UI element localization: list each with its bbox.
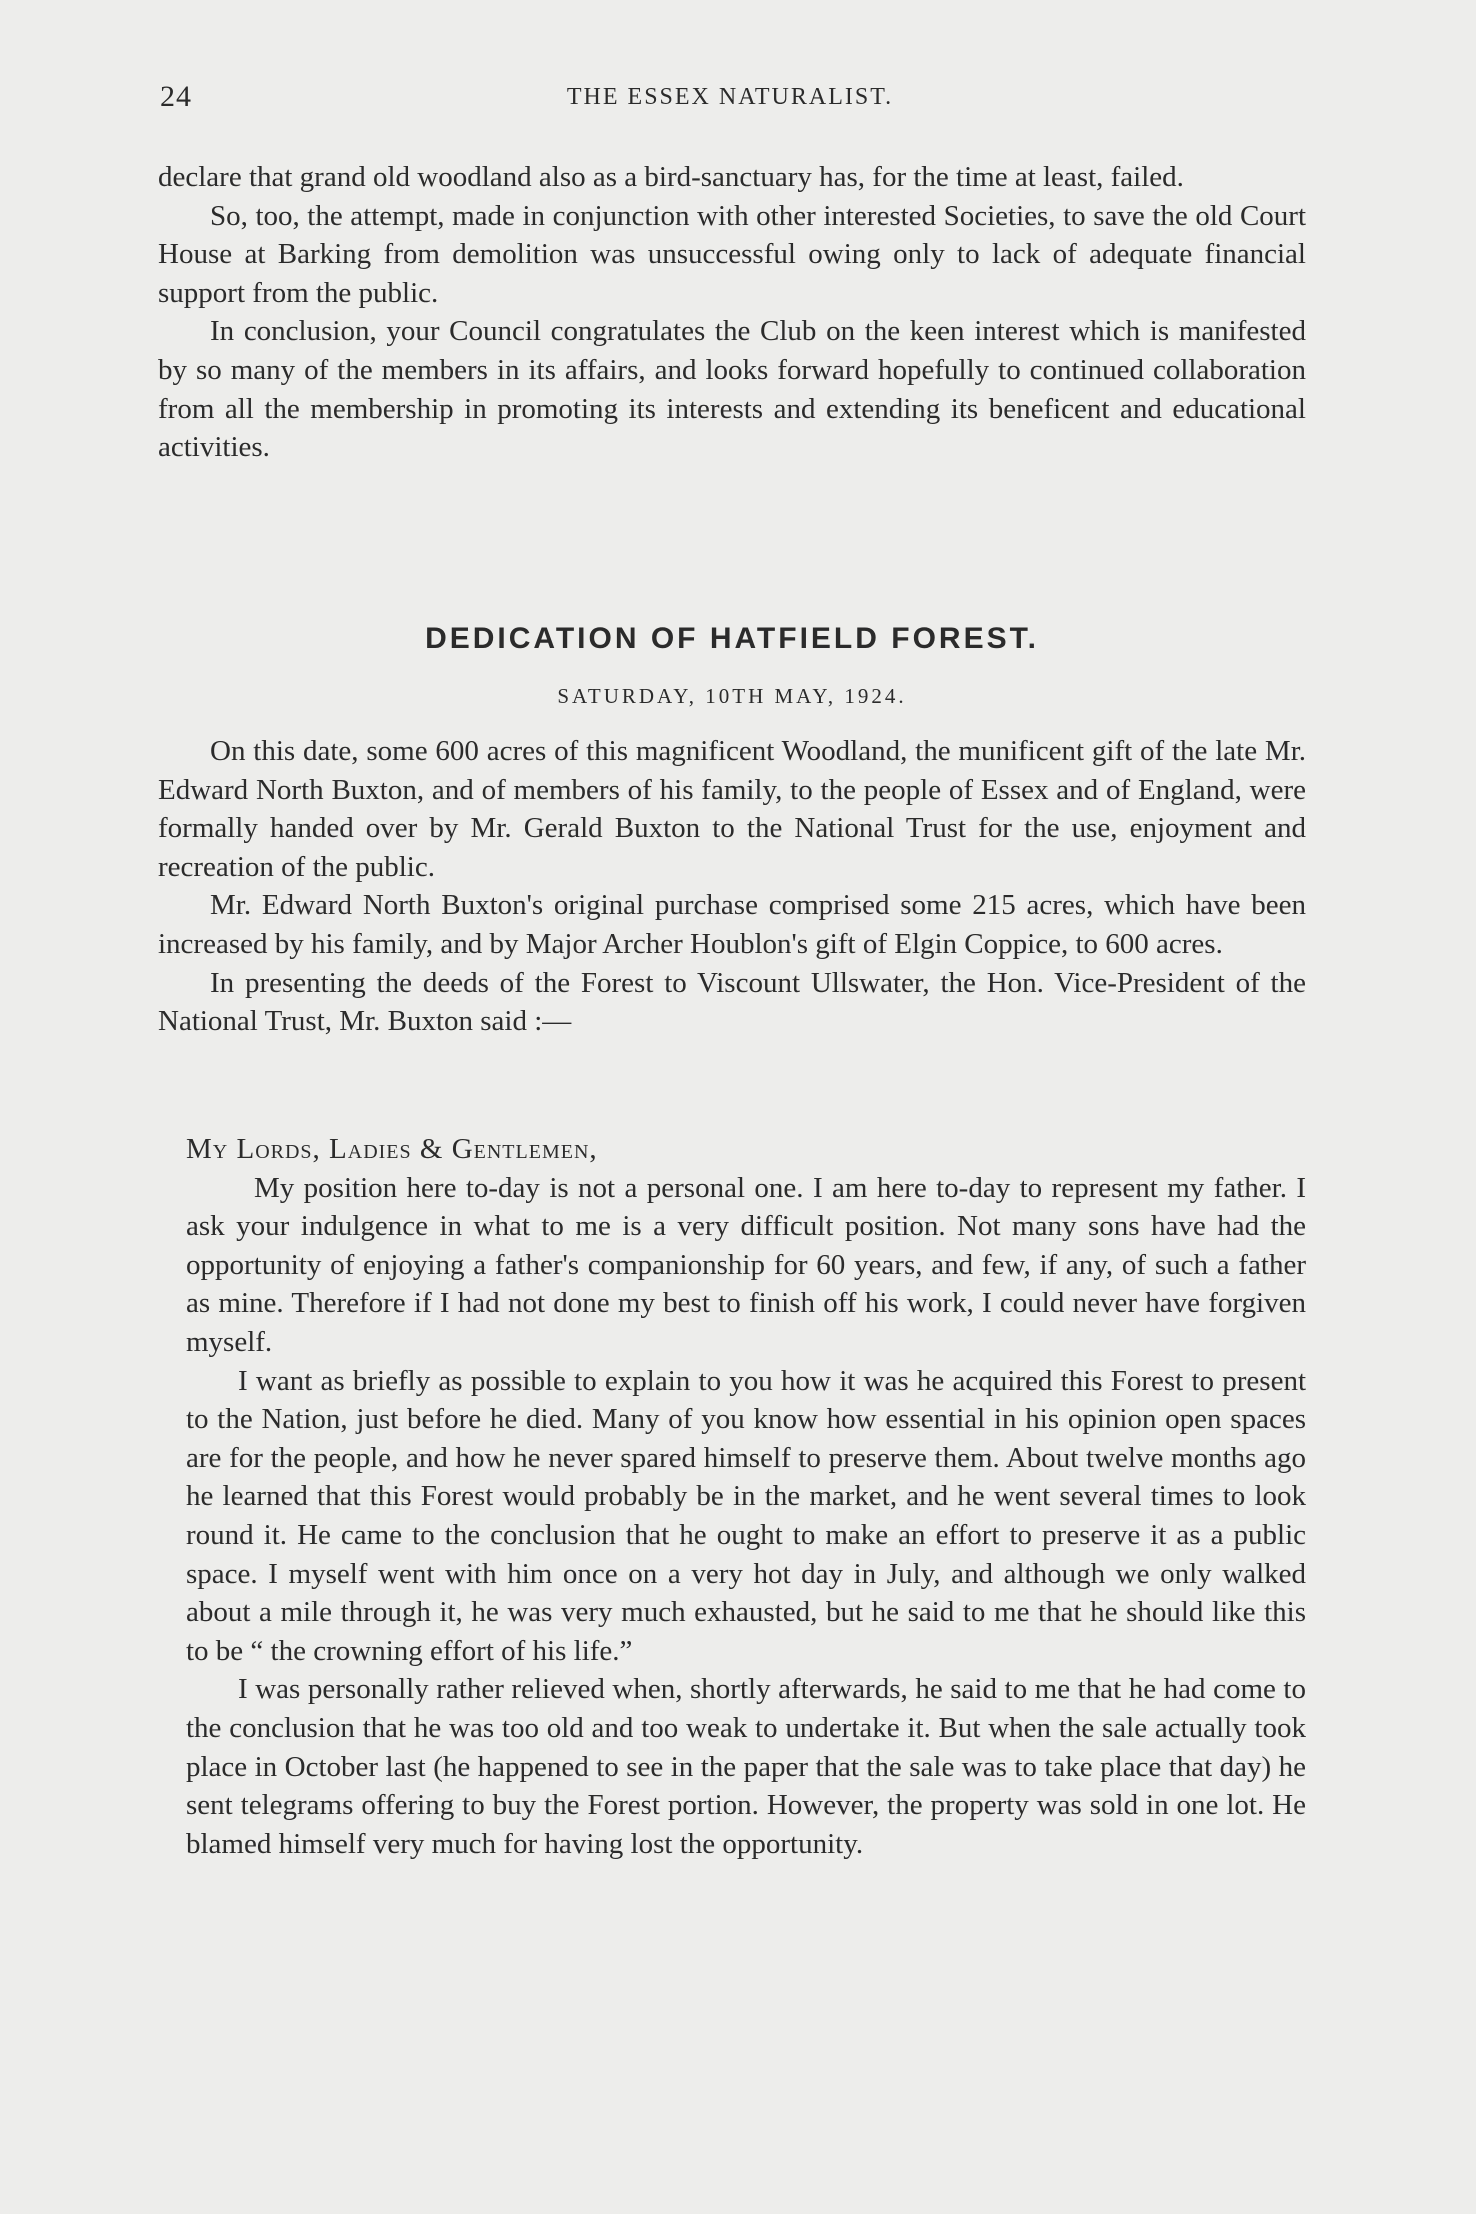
- speech-paragraph: My position here to-day is not a personal one. I am here to-day to represent my father. I ask your indulgence in what to me is a very difficult position. Not many sons have had the opportunity of enjoying a father's companionship for 60 years, and few, if any, of such a father as mine. Therefore if I had not done my best to finish off his work, I could never have forgiven myself.: [186, 1171, 1306, 1358]
- paragraph: In conclusion, your Council congratulates the Club on the keen interest which is manifested by so many of the members in its affairs, and looks forward hopefully to continued collaboration from all the membership in promoting its interests and extending its beneficent and educational activities.: [158, 315, 1306, 464]
- speech-paragraph: I was personally rather relieved when, shortly afterwards, he said to me that he had come to the conclusion that he was too old and too weak to undertake it. But when the sale actually took place in October last (he happened to see in the paper that the sale was to take place that day) he sent telegrams offering to buy the Forest portion. However, the property was sold in one lot. He blamed himself very much for having lost the opportunity.: [186, 1673, 1306, 1860]
- section-text-block: [158, 732, 1306, 1041]
- page-number: 24: [160, 80, 192, 113]
- paragraph: Mr. Edward North Buxton's original purchase comprised some 215 acres, which have been increased by his family, and by Major Archer Houblon's gift of Elgin Coppice, to 600 acres.: [158, 889, 1306, 960]
- speech-paragraph: I want as briefly as possible to explain to you how it was he acquired this Forest to present to the Nation, just before he died. Many of you know how essential in his opinion open spaces are for the people, and how he never spared himself to preserve them. About twelve months ago he learned that this Forest would probably be in the market, and he went several times to look round it. He came to the conclusion that he ought to make an effort to preserve it as a public space. I myself went with him once on a very hot day in July, and although we only walked about a mile through it, he was very much exhausted, but he said to me that he should like this to be “ the crowning effort of his life.”: [186, 1364, 1306, 1667]
- paragraph: declare that grand old woodland also as a bird-sanctuary has, for the time at least, failed.: [158, 161, 1184, 193]
- running-head: THE ESSEX NATURALIST.: [566, 84, 894, 110]
- paragraph: So, too, the attempt, made in conjunction with other interested Societies, to save the old Court House at Barking from demolition was unsuccessful owing only to lack of adequate financial support from the public.: [158, 199, 1306, 309]
- section-date: SATURDAY, 10TH MAY, 1924.: [557, 684, 907, 708]
- intro-text-block: [158, 158, 1306, 467]
- paragraph: In presenting the deeds of the Forest to Viscount Ullswater, the Hon. Vice-President of the National Trust, Mr. Buxton said :—: [158, 966, 1306, 1038]
- page-header: [160, 80, 1310, 120]
- paragraph: On this date, some 600 acres of this magnificent Woodland, the munificent gift of the late Mr. Edward North Buxton, and of members of his family, to the people of Essex and of England, were formally handed over by Mr. Gerald Buxton to the National Trust for the use, enjoyment and recreation of the public.: [158, 735, 1306, 883]
- speech-block: [158, 1130, 1306, 1863]
- section-title: DEDICATION OF HATFIELD FOREST.: [425, 622, 1039, 655]
- speech-salutation: My Lords, Ladies & Gentlemen,: [186, 1133, 598, 1165]
